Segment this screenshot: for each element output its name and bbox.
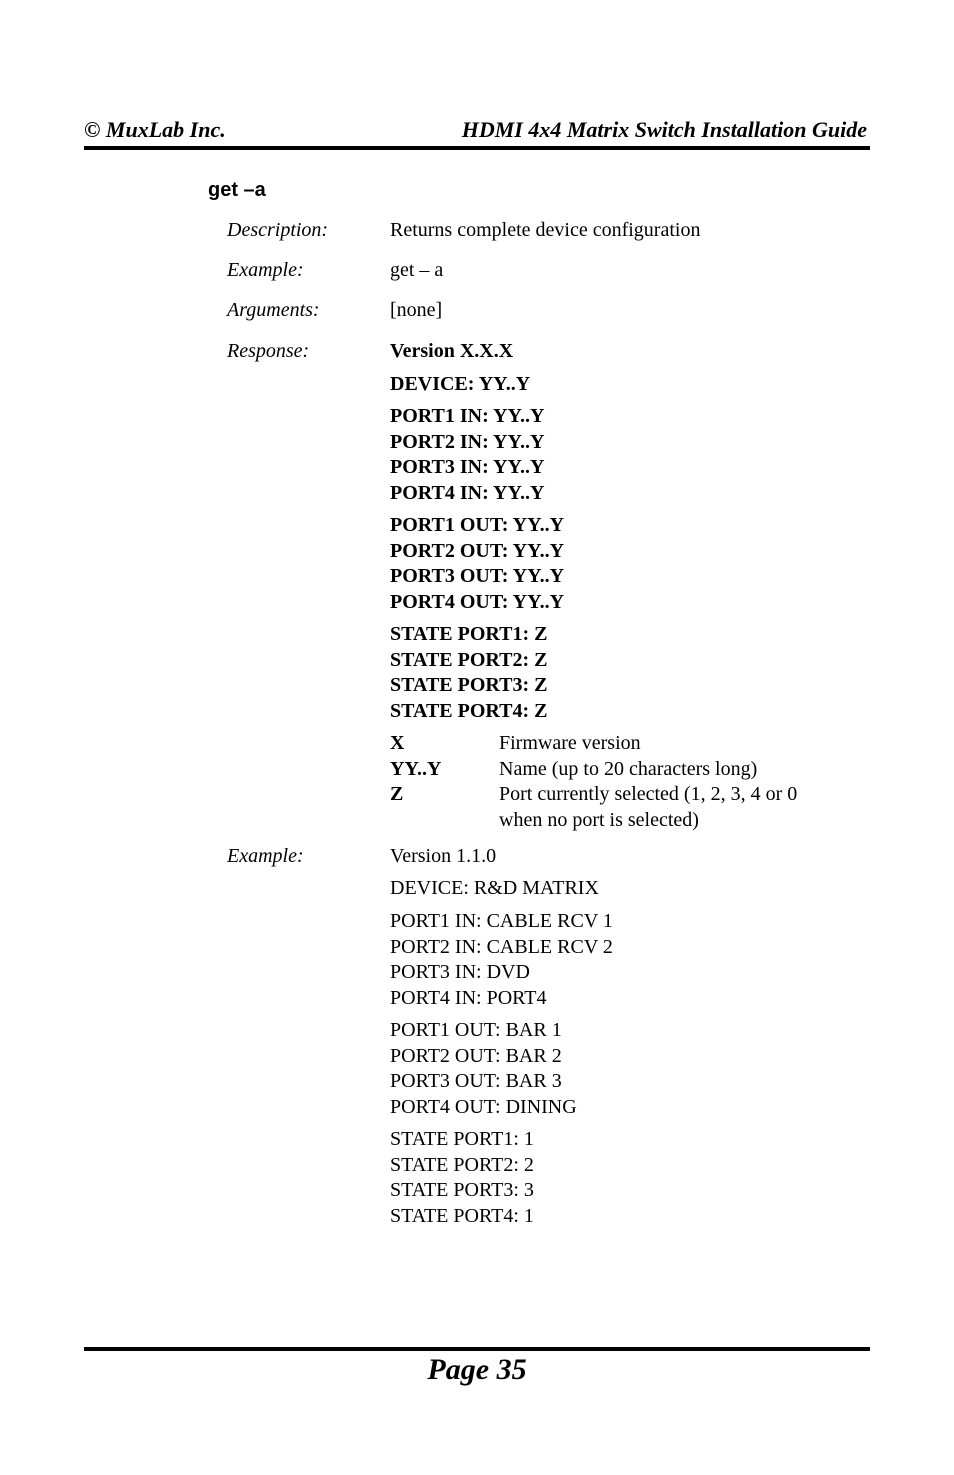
- command-name: get –a: [208, 179, 266, 201]
- response-line: PORT3 OUT: YY..Y: [390, 565, 565, 588]
- footer-rule: [84, 1347, 870, 1351]
- header-rule: [84, 146, 870, 150]
- response-line: STATE PORT3: Z: [390, 674, 548, 697]
- example-line: PORT1 OUT: BAR 1: [390, 1019, 562, 1041]
- legend-desc: Name (up to 20 characters long): [499, 757, 758, 780]
- example-state-group: [390, 1127, 534, 1229]
- example-device-group: [390, 876, 599, 902]
- page-number: Page 35: [427, 1353, 527, 1386]
- response-line: PORT4 IN: YY..Y: [390, 481, 545, 504]
- example-version-group: [390, 844, 496, 870]
- response-line: STATE PORT2: Z: [390, 648, 548, 671]
- example2-label: Example:: [227, 845, 304, 867]
- example-line: PORT4 OUT: DINING: [390, 1095, 577, 1118]
- legend-desc: Firmware version: [499, 732, 641, 754]
- response-line: Version X.X.X: [390, 340, 514, 362]
- example-line: PORT4 IN: PORT4: [390, 986, 547, 1009]
- header-copyright: © MuxLab Inc.: [84, 117, 226, 142]
- response-line: PORT1 IN: YY..Y: [390, 405, 545, 427]
- arguments-value: [none]: [390, 299, 443, 321]
- example-line: PORT3 OUT: BAR 3: [390, 1070, 562, 1093]
- example-line: DEVICE: R&D MATRIX: [390, 877, 599, 899]
- response-label: Response:: [227, 340, 310, 362]
- example-line: PORT2 OUT: BAR 2: [390, 1044, 562, 1067]
- header-guide-title: HDMI 4x4 Matrix Switch Installation Guide: [461, 117, 867, 142]
- example-line: STATE PORT2: 2: [390, 1153, 534, 1176]
- example-line: STATE PORT3: 3: [390, 1179, 534, 1202]
- response-line: PORT2 OUT: YY..Y: [390, 539, 565, 562]
- response-line: PORT3 IN: YY..Y: [390, 456, 545, 479]
- example-label: Example:: [227, 259, 304, 281]
- arguments-label: Arguments:: [227, 299, 320, 321]
- example-line: PORT3 IN: DVD: [390, 961, 530, 984]
- example-port-out-group: [390, 1018, 577, 1120]
- response-line: STATE PORT4: Z: [390, 699, 548, 722]
- response-line: STATE PORT1: Z: [390, 623, 548, 645]
- legend-desc: Port currently selected (1, 2, 3, 4 or 0 when no port is selected): [499, 783, 798, 831]
- legend-row: [390, 731, 830, 757]
- legend-row: [390, 757, 830, 783]
- response-legend: [390, 731, 830, 833]
- response-line: PORT1 OUT: YY..Y: [390, 514, 565, 536]
- example-port-in-group: [390, 909, 613, 1011]
- response-line: DEVICE: YY..Y: [390, 373, 531, 395]
- example-line: STATE PORT1: 1: [390, 1128, 534, 1150]
- legend-key: YY..Y: [390, 757, 442, 780]
- response-port-out-group: [390, 513, 564, 615]
- example-line: PORT2 IN: CABLE RCV 2: [390, 935, 613, 958]
- legend-row: [390, 782, 830, 833]
- legend-key: Z: [390, 783, 404, 806]
- response-line: PORT4 OUT: YY..Y: [390, 590, 565, 613]
- response-port-in-group: [390, 404, 545, 506]
- response-device-group: [390, 372, 530, 398]
- response-version-group: [390, 339, 513, 365]
- response-line: PORT2 IN: YY..Y: [390, 430, 545, 453]
- page-header: [84, 114, 870, 146]
- example-line: PORT1 IN: CABLE RCV 1: [390, 910, 613, 932]
- legend-key: X: [390, 732, 405, 754]
- response-state-group: [390, 622, 547, 724]
- description-label: Description:: [227, 219, 329, 241]
- example-line: STATE PORT4: 1: [390, 1204, 534, 1227]
- example-value: get – a: [390, 259, 444, 281]
- example-line: Version 1.1.0: [390, 845, 497, 867]
- description-value: Returns complete device configuration: [390, 219, 701, 241]
